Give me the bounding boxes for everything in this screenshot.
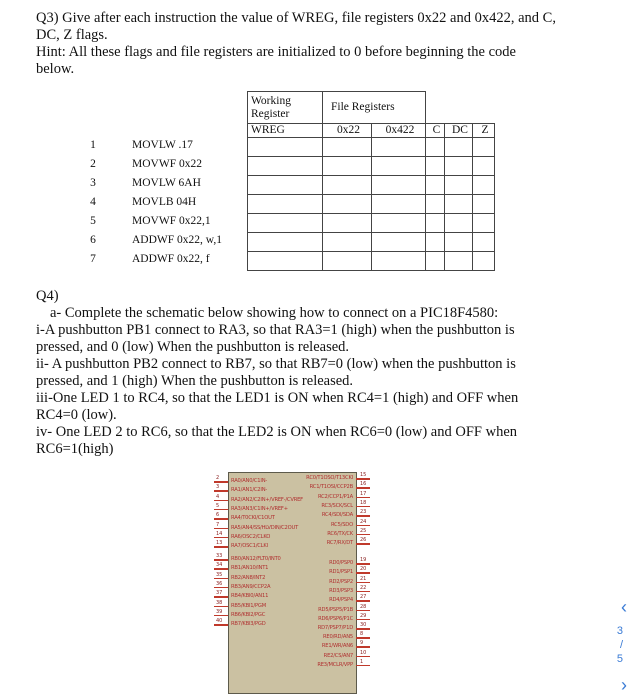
- chip-pin-label: RA0/AN0/C1IN-: [231, 478, 268, 484]
- chip-pin-line[interactable]: [214, 578, 228, 580]
- chip-pin-number: 7: [216, 521, 220, 528]
- chip-pin-number: 6: [216, 512, 220, 519]
- instruction-text: ADDWF 0x22, w,1: [132, 234, 222, 246]
- instruction-number: 3: [90, 177, 96, 189]
- chip-pin-line[interactable]: [214, 587, 228, 589]
- chip-pin-line[interactable]: [214, 481, 228, 483]
- chip-pin-line[interactable]: [356, 515, 370, 517]
- chip-pin-label: RB0/AN12/FLT0/INT0: [231, 556, 281, 562]
- chip-pin-label: RC2/CCP1/P1A: [317, 493, 353, 500]
- page-separator: /: [619, 639, 623, 651]
- chip-pin-label: RB3/AN9/CCP2A: [231, 583, 271, 590]
- q4-i-line2: pressed, and 0 (low) When the pushbutton is released.: [36, 339, 350, 355]
- question-4: [36, 288, 596, 458]
- chip-pin-line[interactable]: [356, 572, 370, 574]
- chip-pin-line[interactable]: [356, 646, 370, 648]
- table-cell[interactable]: [248, 157, 323, 176]
- chip-pin-label: RD2/PSP2: [329, 578, 353, 585]
- chip-pin-number: 19: [360, 557, 367, 563]
- table-cell[interactable]: [323, 233, 372, 252]
- instruction-number: 6: [90, 234, 96, 246]
- table-cell[interactable]: [445, 233, 473, 252]
- table-cell[interactable]: [372, 252, 426, 271]
- instruction-text: MOVLW 6AH: [132, 177, 201, 189]
- chip-pin-number: 36: [216, 580, 223, 587]
- chip-pin-number: 2: [216, 475, 220, 481]
- table-cell[interactable]: [473, 233, 495, 252]
- chip-pin-line[interactable]: [356, 478, 370, 480]
- table-cell[interactable]: [426, 214, 445, 233]
- chip-pin-label: RD7/PSP7/P1D: [317, 625, 353, 632]
- chip-pin-number: 29: [360, 612, 367, 619]
- chip-pin-number: 27: [360, 594, 367, 601]
- chip-pin-label: RA2/AN2/C2IN+/VREF-/CVREF: [231, 496, 303, 503]
- chip-pin-number: 15: [360, 472, 367, 478]
- chip-pin-line[interactable]: [356, 506, 370, 508]
- register-table: [247, 91, 495, 271]
- col-z-header: Z: [473, 124, 495, 138]
- table-cell[interactable]: [426, 176, 445, 195]
- table-cell[interactable]: [323, 195, 372, 214]
- file-registers-header: File Registers: [323, 92, 426, 124]
- chip-pin-number: 13: [216, 540, 223, 547]
- chip-pin-number: 1: [360, 658, 364, 665]
- chip-pin-number: 40: [216, 618, 223, 625]
- chip-pin-label: RC4/SDI/SDA: [321, 512, 353, 519]
- chip-pin-line[interactable]: [356, 656, 370, 658]
- table-cell[interactable]: [323, 214, 372, 233]
- table-cell[interactable]: [372, 214, 426, 233]
- chip-pin-label: RD0/PSP0: [329, 560, 353, 566]
- prev-page-icon[interactable]: ‹: [621, 597, 627, 617]
- chip-pin-number: 34: [216, 562, 223, 569]
- chip-pin-line[interactable]: [356, 563, 370, 565]
- chip-pin-label: RB7/KBI3/PGD: [231, 621, 266, 628]
- table-cell[interactable]: [445, 176, 473, 195]
- chip-pin-number: 8: [360, 631, 364, 637]
- q3-line2: DC, Z flags.: [36, 27, 108, 43]
- instruction-number: 2: [90, 158, 96, 170]
- table-cell[interactable]: [372, 157, 426, 176]
- q3-hint2: below.: [36, 61, 75, 77]
- chip-pin-line[interactable]: [214, 528, 228, 530]
- chip-pin-label: RD3/PSP3: [329, 587, 353, 594]
- chip-pin-label: RC0/T1OSO/T13CKI: [306, 475, 353, 481]
- q3-line1: Q3) Give after each instruction the value of WREG, file registers 0x22 and 0x422, and C,: [36, 10, 556, 26]
- chip-pin-label: RE2/CS/AN7: [323, 652, 353, 659]
- chip-pin-label: RB6/KBI2/PGC: [231, 611, 266, 618]
- col-0x22-header: 0x22: [323, 124, 372, 138]
- instruction-number: 4: [90, 196, 96, 208]
- chip-pin-label: RE3/MCLR/VPP: [317, 661, 353, 668]
- instruction-text: MOVWF 0x22,1: [132, 215, 211, 227]
- table-cell[interactable]: [473, 157, 495, 176]
- q3-hint1: Hint: All these flags and file registers are initialized to 0 before beginning the code: [36, 44, 516, 60]
- q4-iv-line1: iv- One LED 2 to RC6, so that the LED2 is ON when RC6=0 (low) and OFF when: [36, 424, 517, 440]
- instruction-number: 1: [90, 139, 96, 151]
- chip-pin-label: RC3/SCK/SCL: [321, 502, 353, 509]
- chip-pin-line[interactable]: [356, 525, 370, 527]
- table-cell[interactable]: [445, 138, 473, 157]
- chip-pin-line[interactable]: [214, 568, 228, 570]
- chip-pin-line[interactable]: [214, 500, 228, 502]
- chip-pin-line[interactable]: [356, 497, 370, 499]
- chip-pin-line[interactable]: [214, 559, 228, 561]
- q4-title: Q4): [36, 288, 59, 304]
- q4-ii-line1: ii- A pushbutton PB2 connect to RB7, so that RB7=0 (low) when the pushbutton is: [36, 356, 516, 372]
- table-cell[interactable]: [473, 176, 495, 195]
- chip-pin-number: 20: [360, 566, 367, 573]
- chip-pin-number: 37: [216, 590, 223, 597]
- chip-pin-label: RD4/PSP4: [329, 597, 353, 604]
- table-cell[interactable]: [372, 138, 426, 157]
- chip-pin-number: 26: [360, 537, 367, 544]
- question-3: [36, 10, 596, 78]
- table-cell[interactable]: [473, 214, 495, 233]
- table-cell[interactable]: [473, 252, 495, 271]
- q4-ii-line2: pressed, and 1 (high) When the pushbutton is released.: [36, 373, 354, 389]
- table-cell[interactable]: [323, 252, 372, 271]
- col-dc-header: DC: [445, 124, 473, 138]
- chip-pin-label: RB4/KBI0/AN11: [231, 593, 269, 600]
- chip-pin-number: 18: [360, 499, 367, 506]
- chip-pin-line[interactable]: [214, 490, 228, 492]
- table-cell[interactable]: [445, 195, 473, 214]
- table-cell[interactable]: [445, 252, 473, 271]
- next-page-icon[interactable]: ›: [621, 675, 627, 695]
- chip-pin-number: 17: [360, 490, 367, 497]
- chip-pin-number: 28: [360, 603, 367, 610]
- chip-pin-label: RC1/T1OSI/CCP2B: [309, 484, 353, 491]
- page-total: 5: [616, 653, 623, 665]
- chip-pin-label: RC7/RX/DT: [326, 540, 353, 547]
- chip-pin-line[interactable]: [356, 591, 370, 593]
- chip-pin-line[interactable]: [356, 543, 370, 545]
- q4-iv-line2: RC6=1(high): [36, 441, 114, 457]
- table-cell[interactable]: [248, 214, 323, 233]
- chip-pin-line[interactable]: [214, 606, 228, 608]
- working-register-header: Working Register: [248, 92, 323, 124]
- chip-pin-number: 22: [360, 584, 367, 591]
- chip-pin-line[interactable]: [356, 534, 370, 536]
- chip-pin-line[interactable]: [214, 518, 228, 520]
- table-cell[interactable]: [445, 157, 473, 176]
- table-cell[interactable]: [426, 233, 445, 252]
- col-0x422-header: 0x422: [372, 124, 426, 138]
- table-cell[interactable]: [473, 138, 495, 157]
- instruction-text: MOVLW .17: [132, 139, 193, 151]
- table-cell[interactable]: [323, 138, 372, 157]
- instruction-number: 7: [90, 253, 96, 265]
- chip-pin-label: RC5/SDO: [331, 521, 353, 528]
- chip-pin-label: RC6/TX/CK: [327, 530, 353, 537]
- chip-pin-line[interactable]: [356, 600, 370, 602]
- chip-pin-number: 9: [360, 640, 364, 647]
- chip-pin-number: 33: [216, 553, 223, 559]
- page-number: 3: [616, 625, 623, 637]
- chip-pin-line[interactable]: [356, 665, 370, 667]
- chip-pin-line[interactable]: [214, 624, 228, 626]
- chip-pin-number: 25: [360, 527, 367, 534]
- chip-pin-number: 4: [216, 493, 220, 500]
- chip-pin-label: RE1/WR/AN6: [321, 643, 353, 650]
- chip-pin-line[interactable]: [356, 610, 370, 612]
- chip-pin-line[interactable]: [356, 487, 370, 489]
- table-cell[interactable]: [426, 252, 445, 271]
- chip-pin-label: RA7/OSC1/CLKI: [231, 543, 268, 550]
- chip-pin-label: RA3/AN3/C1IN+/VREF+: [231, 505, 288, 512]
- chip-pin-number: 39: [216, 608, 223, 615]
- chip-pin-number: 21: [360, 575, 367, 582]
- table-cell[interactable]: [248, 176, 323, 195]
- chip-pin-line[interactable]: [214, 615, 228, 617]
- chip-pin-label: RD1/PSP1: [329, 569, 353, 576]
- table-cell[interactable]: [426, 157, 445, 176]
- instruction-text: ADDWF 0x22, f: [132, 253, 210, 265]
- table-cell[interactable]: [445, 214, 473, 233]
- chip-pin-line[interactable]: [356, 619, 370, 621]
- chip-pin-number: 24: [360, 518, 367, 525]
- chip-pin-number: 30: [360, 622, 367, 629]
- chip-pin-label: RA1/AN1/C2IN-: [231, 487, 268, 494]
- chip-pin-line[interactable]: [214, 509, 228, 511]
- chip-pin-line[interactable]: [356, 637, 370, 639]
- chip-pin-label: RB2/AN8/INT2: [231, 574, 266, 581]
- chip-pin-number: 16: [360, 481, 367, 488]
- chip-pin-line[interactable]: [214, 537, 228, 539]
- instruction-text: MOVLB 04H: [132, 196, 197, 208]
- chip-pin-number: 35: [216, 571, 223, 578]
- table-cell[interactable]: [248, 195, 323, 214]
- q4-iii-line2: RC4=0 (low).: [36, 407, 117, 423]
- chip-pin-label: RD5/PSP5/P1B: [318, 606, 353, 613]
- chip-pin-number: 38: [216, 599, 223, 606]
- wreg-header: WREG: [248, 124, 323, 138]
- chip-pin-label: RB5/KBI1/PGM: [231, 602, 266, 609]
- table-cell[interactable]: [323, 157, 372, 176]
- table-cell[interactable]: [248, 138, 323, 157]
- table-cell[interactable]: [372, 233, 426, 252]
- q4-part-a: a- Complete the schematic below showing how to connect on a PIC18F4580:: [50, 305, 499, 321]
- chip-pin-number: 5: [216, 502, 220, 509]
- chip-pin-line[interactable]: [214, 596, 228, 598]
- chip-pin-label: RA5/AN4/SS/HLVDIN/C2OUT: [231, 524, 299, 531]
- chip-pin-number: 10: [360, 649, 367, 656]
- table-cell[interactable]: [248, 233, 323, 252]
- table-cell[interactable]: [372, 195, 426, 214]
- chip-pin-label: RE0/RD/AN5: [322, 634, 353, 640]
- chip-pin-label: RB1/AN10/INT1: [231, 565, 269, 572]
- chip-pin-line[interactable]: [356, 628, 370, 630]
- table-cell[interactable]: [426, 138, 445, 157]
- col-c-header: C: [426, 124, 445, 138]
- chip-pin-number: 3: [216, 484, 220, 491]
- chip-pin-line[interactable]: [356, 582, 370, 584]
- table-cell[interactable]: [323, 176, 372, 195]
- table-cell[interactable]: [426, 195, 445, 214]
- chip-pin-label: RA4/T0CKI/C1OUT: [231, 515, 275, 522]
- chip-pin-number: 23: [360, 509, 367, 516]
- chip-pin-label: RD6/PSP6/P1C: [318, 615, 353, 622]
- q4-i-line1: i-A pushbutton PB1 connect to RA3, so that RA3=1 (high) when the pushbutton is: [36, 322, 515, 338]
- instruction-text: MOVWF 0x22: [132, 158, 202, 170]
- table-cell[interactable]: [372, 176, 426, 195]
- table-cell[interactable]: [248, 252, 323, 271]
- chip-pin-label: RA6/OSC2/CLKO: [231, 533, 271, 540]
- chip-pin-number: 14: [216, 530, 223, 537]
- q4-iii-line1: iii-One LED 1 to RC4, so that the LED1 is ON when RC4=1 (high) and OFF when: [36, 390, 519, 406]
- instruction-number: 5: [90, 215, 96, 227]
- table-cell[interactable]: [473, 195, 495, 214]
- chip-pin-line[interactable]: [214, 546, 228, 548]
